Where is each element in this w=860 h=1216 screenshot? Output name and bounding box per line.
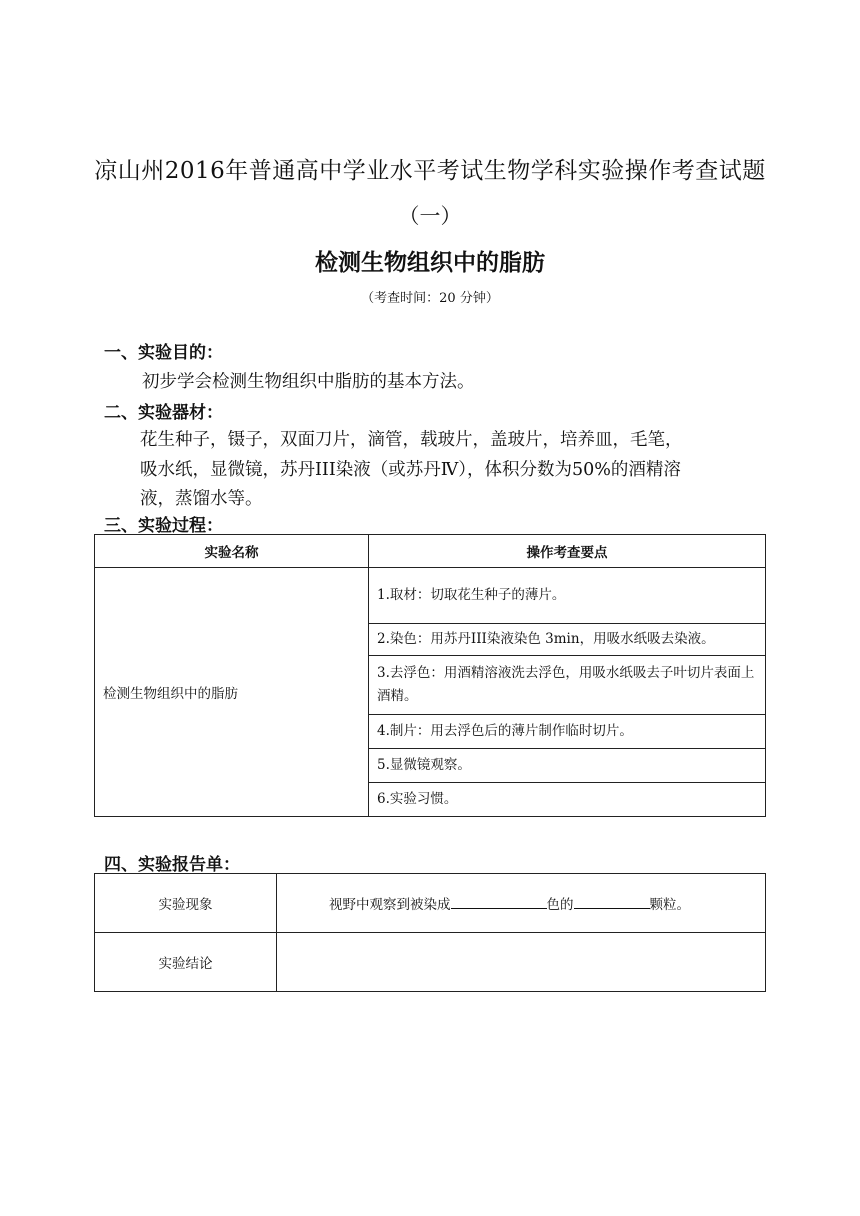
section-report-title: 四、实验报告单： [104,855,240,875]
exam-subtitle: （一） [398,204,462,228]
process-table-header [95,535,766,568]
step-4: 4.制片：用去浮色后的薄片制作临时切片。 [369,715,766,749]
materials-line-1: 花生种子，镊子，双面刀片，滴管，载玻片，盖玻片，培养皿，毛笔， [140,430,683,450]
particle-blank-field[interactable] [574,894,650,909]
observation-label: 实验现象 [95,874,277,933]
step-3: 3.去浮色：用酒精溶液洗去浮色，用吸水纸吸去子叶切片表面上酒精。 [369,656,766,715]
section-purpose-title: 一、实验目的： [104,343,223,363]
materials-line-2: 吸水纸，显微镜，苏丹III染液（或苏丹Ⅳ），体积分数为50%的酒精溶 [140,460,681,480]
experiment-heading: 检测生物组织中的脂肪 [315,250,545,276]
header-operation-points: 操作考查要点 [369,535,766,568]
step-5: 5.显微镜观察。 [369,749,766,783]
table-row [95,568,766,624]
section-materials-title: 二、实验器材： [104,403,223,423]
experiment-name-cell: 检测生物组织中的脂肪 [95,568,369,817]
exam-title: 凉山州2016年普通高中学业水平考试生物学科实验操作考查试题 [94,158,766,184]
conclusion-field[interactable] [277,933,766,992]
report-table [94,873,766,992]
table-row [95,933,766,992]
materials-line-3: 液，蒸馏水等。 [140,489,263,509]
observation-text-c: 颗粒。 [649,897,690,913]
section-purpose-text: 初步学会检测生物组织中脂肪的基本方法。 [142,372,475,392]
step-2: 2.染色：用苏丹III染液染色 3min，用吸水纸吸去染液。 [369,624,766,656]
step-1: 1.取材：切取花生种子的薄片。 [369,568,766,624]
table-row [95,874,766,933]
observation-text-b: 色的 [546,897,574,913]
observation-cell [277,874,766,933]
conclusion-label: 实验结论 [95,933,277,992]
process-table [94,534,766,817]
time-note: （考查时间：20 分钟） [361,291,499,306]
header-experiment-name: 实验名称 [95,535,369,568]
step-6: 6.实验习惯。 [369,783,766,817]
section-process-title: 三、实验过程： [104,516,223,536]
color-blank-field[interactable] [451,894,547,909]
observation-text-a: 视野中观察到被染成 [329,897,451,913]
